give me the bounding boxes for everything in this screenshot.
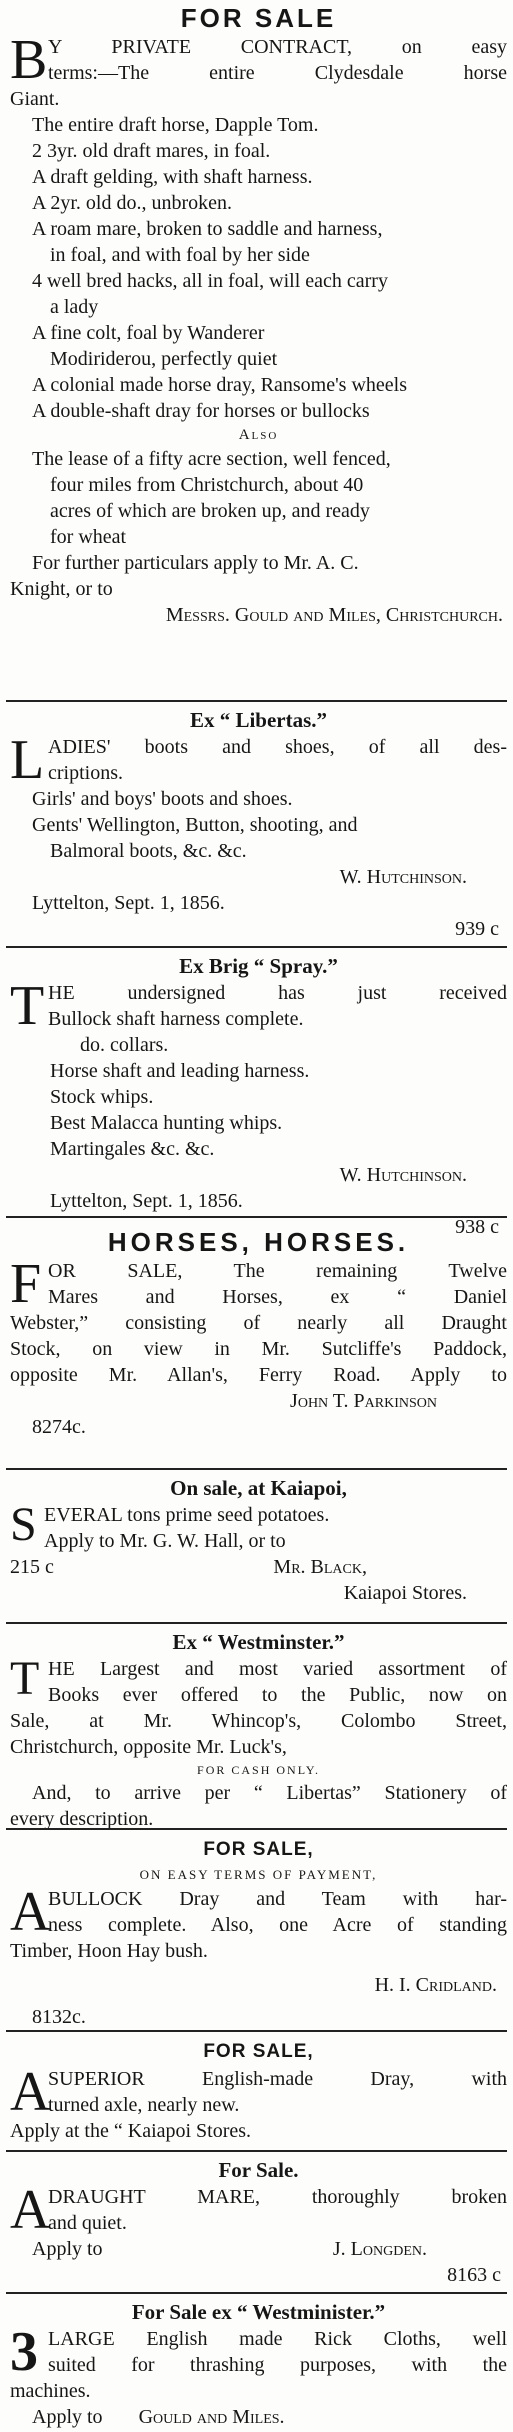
ad-heading: Ex “ Libertas.” bbox=[189, 708, 328, 732]
signature: John T. Parkinson bbox=[290, 1390, 437, 1412]
ad-line: And, to arrive per “ Libertas” Stationery of bbox=[32, 1782, 507, 1804]
ad-line: Gents' Wellington, Button, shooting, and bbox=[32, 814, 358, 836]
ad-line: Timber, Hoon Hay bush. bbox=[10, 1940, 208, 1962]
ad-heading: FOR SALE bbox=[180, 3, 337, 33]
ad-line: For further particulars apply to Mr. A. C. bbox=[32, 552, 359, 574]
lead-line: suited for thrashing purposes, with the bbox=[48, 2354, 507, 2376]
drop-cap: S bbox=[10, 1498, 37, 1551]
ad-lead bbox=[10, 2061, 507, 2123]
lead-line: OR SALE, The remaining Twelve bbox=[48, 1260, 507, 1282]
lead-line: DRAUGHT MARE, thoroughly broken bbox=[48, 2186, 507, 2208]
ad-heading: For Sale ex “ Westminister.” bbox=[131, 2300, 386, 2324]
lead-line: Apply to Mr. G. W. Hall, or to bbox=[44, 1530, 286, 1552]
ad-line: 2 3yr. old draft mares, in foal. bbox=[32, 140, 271, 162]
ad-heading: FOR SALE, bbox=[203, 2041, 314, 2062]
ad-lead bbox=[10, 975, 507, 1037]
ad-line: machines. bbox=[10, 2380, 91, 2402]
code-row bbox=[10, 1554, 507, 1580]
divider bbox=[6, 700, 507, 702]
ad-line: Balmoral boots, &c. &c. bbox=[50, 840, 247, 862]
ad-code: 8132c. bbox=[32, 2006, 86, 2028]
divider bbox=[6, 2150, 507, 2152]
ad-line: Best Malacca hunting whips. bbox=[50, 1112, 283, 1134]
lead-line: Bullock shaft harness complete. bbox=[48, 1008, 304, 1030]
lead-line: and quiet. bbox=[48, 2212, 127, 2234]
ad-lead bbox=[10, 1652, 507, 1708]
ad-code: 938 c bbox=[455, 1216, 499, 1238]
ad-line: every description. bbox=[10, 1808, 154, 1830]
ad-heading: Ex “ Westminster.” bbox=[172, 1630, 345, 1654]
signature: H. I. Cridland. bbox=[374, 1974, 497, 1996]
lead-line: HE undersigned has just received bbox=[48, 982, 507, 1004]
ad-line: A draft gelding, with shaft harness. bbox=[32, 166, 313, 188]
lead-line: criptions. bbox=[48, 762, 123, 784]
apply-label: Apply to bbox=[32, 2238, 103, 2260]
agents: Gould and Miles. bbox=[138, 2406, 285, 2428]
ad-line: Sale, at Mr. Whincop's, Colombo Street, bbox=[10, 1710, 507, 1732]
ad-line: Giant. bbox=[10, 88, 60, 110]
lead-line: SUPERIOR English-made Dray, with bbox=[48, 2068, 507, 2090]
divider bbox=[6, 2030, 507, 2032]
ad-code: 215 c bbox=[10, 1556, 54, 1578]
ad-draught-mare bbox=[10, 2156, 507, 2288]
divider bbox=[6, 1828, 507, 1830]
divider bbox=[6, 1468, 507, 1470]
ad-english-dray bbox=[10, 2038, 507, 2144]
ad-for-sale-private-contract bbox=[10, 2, 507, 628]
lead-line: Mares and Horses, ex “ Daniel bbox=[48, 1286, 507, 1308]
ad-lead bbox=[10, 1498, 507, 1554]
ad-line: A colonial made horse dray, Ransome's wheels bbox=[32, 374, 407, 396]
ad-line: Stock whips. bbox=[50, 1086, 154, 1108]
ad-lead bbox=[10, 2179, 507, 2241]
contact-name: Mr. Black, bbox=[273, 1556, 367, 1578]
ad-subheading: ON EASY TERMS OF PAYMENT, bbox=[139, 1867, 378, 1882]
ad-kaiapoi-potatoes bbox=[10, 1474, 507, 1606]
ad-line: Martingales &c. &c. bbox=[50, 1138, 215, 1160]
ad-line: 4 well bred hacks, all in foal, will each carry bbox=[32, 270, 388, 292]
lead-line: Y PRIVATE CONTRACT, on easy bbox=[48, 36, 507, 58]
lead-line: BULLOCK Dray and Team with har- bbox=[48, 1888, 507, 1910]
lead-line: ness complete. Also, one Acre of standing bbox=[48, 1914, 507, 1936]
ad-rick-cloths bbox=[10, 2298, 507, 2430]
lead-line: Books ever offered to the Public, now on bbox=[48, 1684, 507, 1706]
ad-brig-spray-harness bbox=[10, 952, 507, 1240]
ad-heading: FOR SALE, bbox=[203, 1839, 314, 1860]
drop-cap: B bbox=[10, 29, 48, 91]
signature: W. Hutchinson. bbox=[339, 866, 467, 888]
also-label: Also bbox=[238, 427, 279, 443]
ad-heading: Ex Brig “ Spray.” bbox=[179, 954, 338, 978]
ad-code: 939 c bbox=[455, 918, 499, 940]
ad-line: The entire draft horse, Dapple Tom. bbox=[32, 114, 319, 136]
ad-lead bbox=[10, 1881, 507, 1943]
ad-line: Christchurch, opposite Mr. Luck's, bbox=[10, 1736, 287, 1758]
ad-line: Knight, or to bbox=[10, 578, 113, 600]
ad-line: A double-shaft dray for horses or bullocks bbox=[32, 400, 370, 422]
ad-line: in foal, and with foal by her side bbox=[50, 244, 310, 266]
ad-line: do. collars. bbox=[80, 1034, 169, 1056]
apply-label: Apply to bbox=[32, 2406, 103, 2428]
ad-line: The lease of a fifty acre section, well fenced, bbox=[32, 448, 391, 470]
divider bbox=[6, 1216, 507, 1218]
drop-cap: T bbox=[10, 1652, 40, 1705]
divider bbox=[6, 2292, 507, 2294]
ad-horses bbox=[10, 1226, 507, 1440]
ad-line: Apply at the “ Kaiapoi Stores. bbox=[10, 2120, 252, 2142]
drop-cap: L bbox=[10, 729, 45, 791]
ad-code: 8274c. bbox=[32, 1416, 86, 1438]
drop-cap: A bbox=[10, 1881, 51, 1943]
dateline: Lyttelton, Sept. 1, 1856. bbox=[32, 892, 225, 914]
ad-line: Girls' and boys' boots and shoes. bbox=[32, 788, 293, 810]
drop-cap: A bbox=[10, 2061, 51, 2123]
agents: Messrs. Gould and Miles, Christchurch. bbox=[165, 604, 503, 626]
ad-line: Horse shaft and leading harness. bbox=[50, 1060, 310, 1082]
ad-libertas-boots bbox=[10, 706, 507, 942]
drop-cap: 3 bbox=[10, 2321, 38, 2383]
cash-only: FOR CASH ONLY. bbox=[197, 1763, 320, 1777]
lead-line: EVERAL tons prime seed potatoes. bbox=[44, 1504, 330, 1526]
ad-line: acres of which are broken up, and ready bbox=[50, 500, 370, 522]
ad-line: Modiriderou, perfectly quiet bbox=[50, 348, 278, 370]
dateline: Lyttelton, Sept. 1, 1856. bbox=[50, 1190, 243, 1212]
ad-lead bbox=[10, 729, 507, 791]
ad-heading: HORSES, HORSES. bbox=[107, 1227, 410, 1257]
signature: J. Longden. bbox=[332, 2238, 427, 2260]
ad-line: opposite Mr. Allan's, Ferry Road. Apply to bbox=[10, 1364, 507, 1386]
lead-line: turned axle, nearly new. bbox=[48, 2094, 240, 2116]
signature: W. Hutchinson. bbox=[339, 1164, 467, 1186]
ad-line: four miles from Christchurch, about 40 bbox=[50, 474, 364, 496]
ad-lead bbox=[10, 2321, 507, 2383]
ad-line: for wheat bbox=[50, 526, 127, 548]
drop-cap: A bbox=[10, 2179, 51, 2241]
ad-line: Webster,” consisting of nearly all Draught bbox=[10, 1312, 507, 1334]
lead-line: terms:—The entire Clydesdale horse bbox=[48, 62, 507, 84]
lead-line: HE Largest and most varied assortment of bbox=[48, 1658, 507, 1680]
ad-line: A 2yr. old do., unbroken. bbox=[32, 192, 232, 214]
drop-cap: T bbox=[10, 975, 45, 1037]
ad-westminster-books bbox=[10, 1628, 507, 1832]
lead-line: ADIES' boots and shoes, of all des- bbox=[48, 736, 507, 758]
divider bbox=[6, 1622, 507, 1624]
ad-code: 8163 c bbox=[447, 2264, 501, 2286]
lead-line: LARGE English made Rick Cloths, well bbox=[48, 2328, 507, 2350]
ad-line: A fine colt, foal by Wanderer bbox=[32, 322, 265, 344]
drop-cap: F bbox=[10, 1253, 42, 1315]
ad-heading: On sale, at Kaiapoi, bbox=[170, 1476, 347, 1500]
ad-lead bbox=[10, 29, 507, 91]
ad-line: Stock, on view in Mr. Sutcliffe's Paddock, bbox=[10, 1338, 507, 1360]
ad-line: a lady bbox=[50, 296, 99, 318]
ad-bullock-dray bbox=[10, 1836, 507, 2030]
ad-heading: For Sale. bbox=[218, 2158, 299, 2182]
apply-row bbox=[10, 2404, 507, 2430]
apply-row bbox=[10, 2236, 507, 2262]
ad-line: A roam mare, broken to saddle and harness, bbox=[32, 218, 383, 240]
contact-place: Kaiapoi Stores. bbox=[343, 1582, 467, 1604]
divider bbox=[6, 946, 507, 948]
ad-lead bbox=[10, 1253, 507, 1315]
